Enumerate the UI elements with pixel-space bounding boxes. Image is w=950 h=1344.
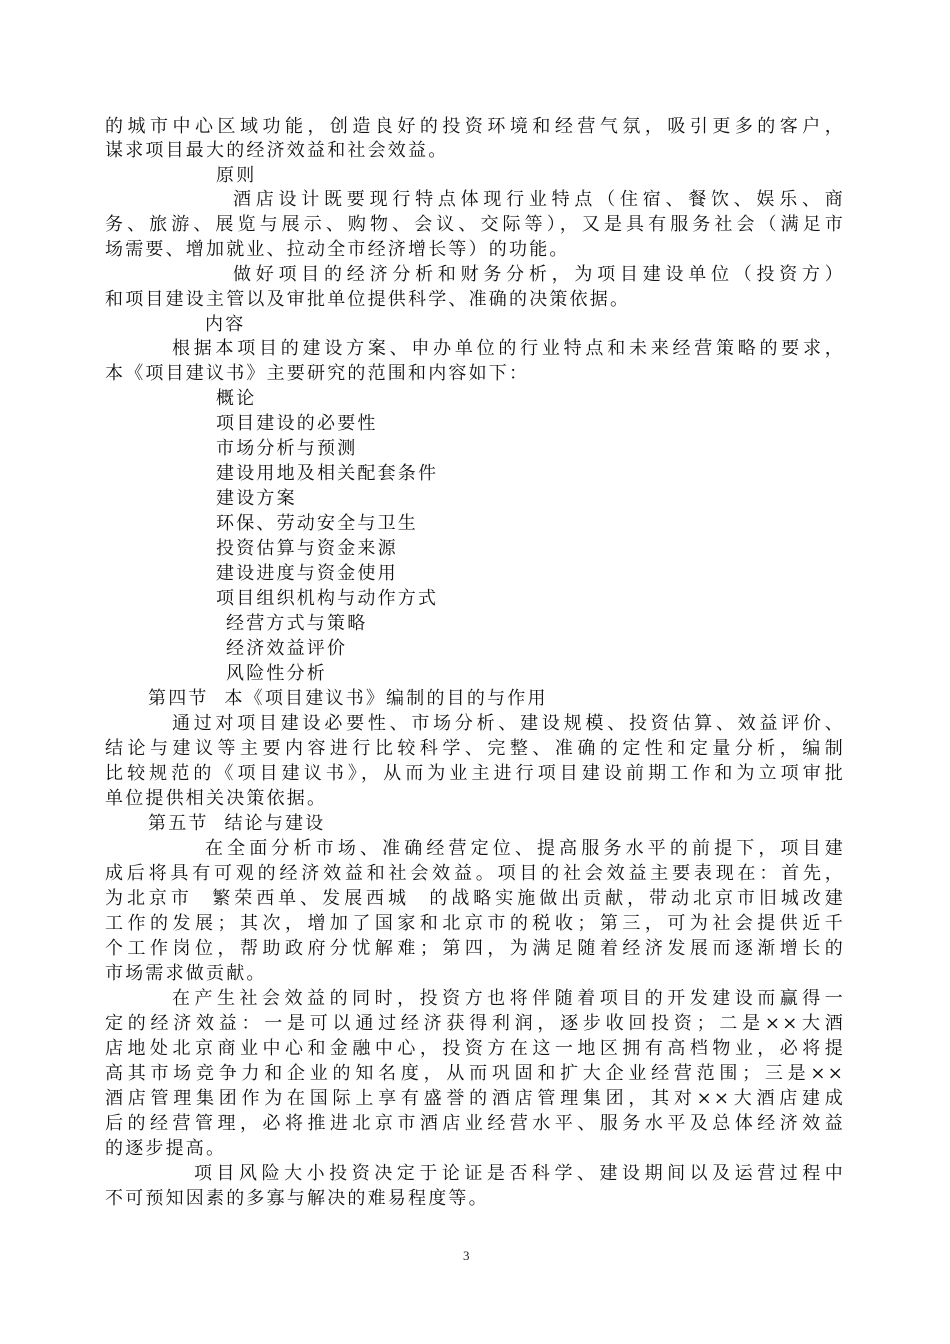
list-item: 项目组织机构与动作方式 xyxy=(216,588,439,609)
text-line: 在产生社会效益的同时，投资方也将伴随着项目的开发建设而赢得一 xyxy=(172,988,845,1009)
text-line: 项目风险大小投资决定于论证是否科学、建设期间以及运营过程中 xyxy=(194,1163,845,1184)
text-line: 酒店设计既要现行特点体现行业特点（住宿、餐饮、娱乐、商 xyxy=(233,189,845,210)
text-line: 高其市场竞争力和企业的知名度，从而巩固和扩大企业经营范围；三是×× xyxy=(105,1063,845,1084)
list-item: 项目建设的必要性 xyxy=(216,413,378,434)
text-line: 结论与建议等主要内容进行比较科学、完整、准确的定性和定量分析，编制 xyxy=(105,738,845,759)
text-line: 成后将具有可观的经济效益和社会效益。项目的社会效益主要表现在：首先， xyxy=(105,863,845,884)
text-line: 根据本项目的建设方案、申办单位的行业特点和未来经营策略的要求， xyxy=(172,338,845,359)
text-line: 不可预知因素的多寡与解决的难易程度等。 xyxy=(105,1188,489,1209)
text-line: 谋求项目最大的经济效益和社会效益。 xyxy=(105,140,449,161)
text-line: 的城市中心区域功能，创造良好的投资环境和经营气氛，吸引更多的客户， xyxy=(105,116,845,137)
text-line: 比较规范的《项目建议书》，从而为业主进行项目建设前期工作和为立项审批 xyxy=(105,763,845,784)
text-line: 在全面分析市场、准确经营定位、提高服务水平的前提下，项目建 xyxy=(205,838,845,859)
page-number: 3 xyxy=(463,1248,470,1263)
list-item: 建设进度与资金使用 xyxy=(216,563,398,584)
text-line: 个工作岗位，帮助政府分忧解难；第四，为满足随着经济发展而逐渐增长的 xyxy=(105,938,845,959)
text-line: 后的经营管理，必将推进北京市酒店业经营水平、服务水平及总体经济效益 xyxy=(105,1113,845,1134)
section-heading-contents: 内容 xyxy=(205,314,246,335)
list-item: 建设方案 xyxy=(216,488,297,509)
list-item: 环保、劳动安全与卫生 xyxy=(216,513,418,534)
text-line: 做好项目的经济分析和财务分析，为项目建设单位（投资方） xyxy=(233,264,845,285)
text-line: 为北京市 繁荣西单、发展西城 的战略实施做出贡献，带动北京市旧城改建 xyxy=(105,888,845,909)
list-item: 经济效益评价 xyxy=(226,638,348,659)
section-heading-principles: 原则 xyxy=(216,165,257,186)
text-line: 店地处北京商业中心和金融中心，投资方在这一地区拥有高档物业，必将提 xyxy=(105,1038,845,1059)
section-heading-5: 第五节 结论与建设 xyxy=(148,813,326,834)
section-heading-4: 第四节 本《项目建议书》编制的目的与作用 xyxy=(148,688,548,709)
text-line: 酒店管理集团作为在国际上享有盛誉的酒店管理集团，其对××大酒店建成 xyxy=(105,1088,845,1109)
list-item: 市场分析与预测 xyxy=(216,438,358,459)
list-item: 经营方式与策略 xyxy=(226,613,368,634)
text-line: 定的经济效益：一是可以通过经济获得利润，逐步收回投资；二是××大酒 xyxy=(105,1013,845,1034)
text-line: 务、旅游、展览与展示、购物、会议、交际等），又是具有服务社会（满足市 xyxy=(105,214,845,235)
list-item: 概论 xyxy=(216,388,257,409)
list-item: 投资估算与资金来源 xyxy=(216,538,398,559)
text-line: 和项目建设主管以及审批单位提供科学、准确的决策依据。 xyxy=(105,289,631,310)
text-line: 通过对项目建设必要性、市场分析、建设规模、投资估算、效益评价、 xyxy=(172,713,845,734)
list-item: 建设用地及相关配套条件 xyxy=(216,463,439,484)
text-line: 本《项目建议书》主要研究的范围和内容如下： xyxy=(105,363,530,384)
text-line: 工作的发展；其次，增加了国家和北京市的税收；第三，可为社会提供近千 xyxy=(105,913,845,934)
text-line: 场需要、增加就业、拉动全市经济增长等）的功能。 xyxy=(105,239,570,260)
text-line: 市场需求做贡献。 xyxy=(105,963,267,984)
text-line: 的逐步提高。 xyxy=(105,1138,227,1159)
text-line: 单位提供相关决策依据。 xyxy=(105,788,328,809)
list-item: 风险性分析 xyxy=(226,663,327,684)
